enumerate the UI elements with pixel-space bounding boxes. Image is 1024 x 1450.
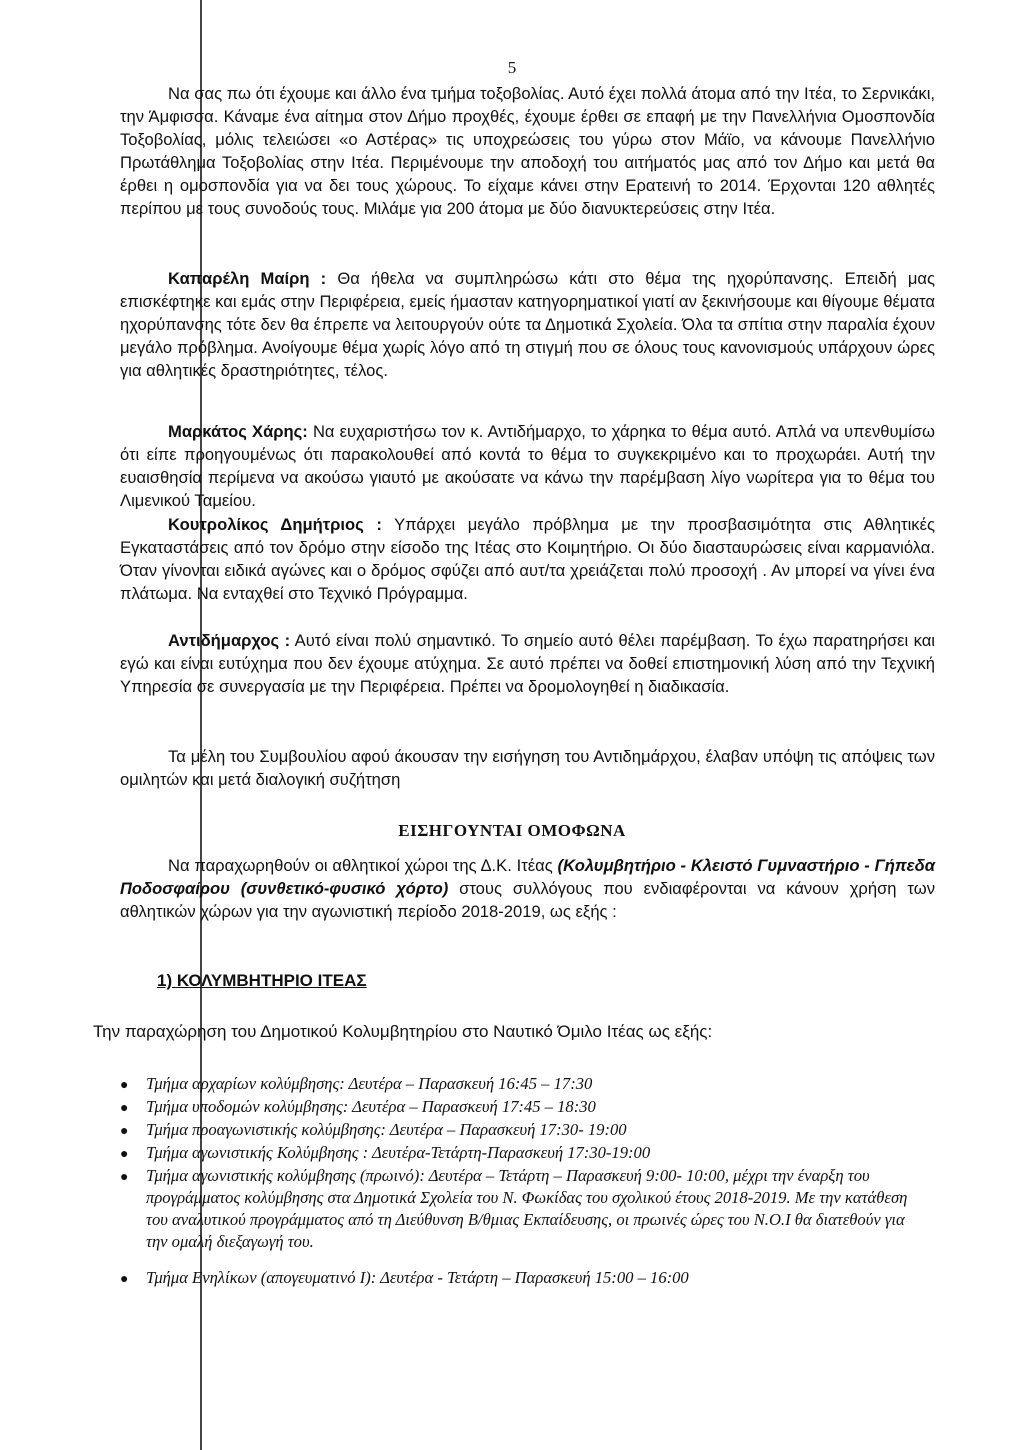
summary-text: Τα μέλη του Συμβουλίου αφού άκουσαν την εισήγηση του Αντιδημάρχου, έλαβαν υπόψη τις απόψεις των ομιλητών και μετά διαλογική συζήτηση [120,747,935,790]
schedule-list [118,1073,928,1290]
speech-paragraph [120,267,935,382]
bullet-icon: ● [120,1145,129,1161]
list-item: ● Τμήμα προαγωνιστικής κολύμβησης: Δευτέρα – Παρασκευή 17:30- 19:00 [120,1120,627,1139]
summary-paragraph [120,745,935,791]
decision-venues: (Κολυμβητήριο - Κλειστό Γυμναστήριο - Γήπεδα Ποδοσφαίρου (συνθετικό-φυσικό χόρτο) [120,856,936,899]
list-item: ● Τμήμα αγωνιστικής Κολύμβησης : Δευτέρα-Τετάρτη-Παρασκευή 17:30-19:00 [120,1143,651,1162]
speaker-name: Κουτρολίκος Δημήτριος : [168,515,382,534]
bullet-icon: ● [120,1076,129,1092]
section-intro: Την παραχώρηση του Δημοτικού Κολυμβητηρίου στο Ναυτικό Όμιλο Ιτέας ως εξής: [93,1022,713,1041]
speaker-name: Αντιδήμαρχος : [168,631,291,650]
speech-paragraph [120,629,935,698]
bullet-icon: ● [120,1099,129,1115]
paragraph-text: Να σας πω ότι έχουμε και άλλο ένα τμήμα τοξοβολίας. Αυτό έχει πολλά άτομα από την Ιτέα, το Σερνικάκι, την Άμφισσα. Κάναμε ένα αίτημα στον Δήμο προχθές, έχουμε έρθει σε επαφή με την Πανελλήνια Ομοσπονδία Τοξοβολίας, μόλις τελειώσει «ο Αστέρας» τις υποχρεώσεις του γύρω στον Μάϊο, να κάνουμε Πανελλήνιο Πρωτάθλημα Τοξοβολίας στην Ιτέα. Περιμένουμε την αποδοχή του αιτήματός μας από τον Δήμο και μετά θα έρθει η ομοσπονδία για να δει τους χώρους. Το είχαμε κάνει στην Ερατεινή το 2014. Έρχονται 120 αθλητές περίπου με τους συνοδούς τους. Μιλάμε για 200 άτομα με δύο διανυκτερεύσεις στην Ιτέα. [120,84,935,219]
list-item: ● Τμήμα υποδομών κολύμβησης: Δευτέρα – Παρασκευή 17:45 – 18:30 [120,1097,596,1116]
decision-text-pre: Να παραχωρηθούν οι αθλητικοί χώροι της Δ.Κ. Ιτέας [168,856,558,875]
paragraph-text: Θα ήθελα να συμπληρώσω κάτι στο θέμα της ηχορύπανσης. Επειδή μας επισκέφτηκε και εμάς στην Περιφέρεια, εμείς ήμασταν κατηγορηματικοί γιατί αν ξεκινήσουμε και θίγουμε θέματα ηχορύπανσης τότε δεν θα έπρεπε να λειτουργούν ούτε τα Δημοτικά Σχολεία. Όλα τα σπίτια στην παραλία έχουν μεγάλο πρόβλημα. Ανοίγουμε θέμα χωρίς λόγο από τη στιγμή που σε όλους τους κανονισμούς υπάρχουν ώρες για αθλητικές δραστηριότητες, τέλος. [120,269,935,381]
speech-paragraph [120,420,935,512]
list-item: ● Τμήμα Ενηλίκων (απογευματινό Ι): Δευτέρα - Τετάρτη – Παρασκευή 15:00 – 16:00 [120,1268,689,1287]
decision-paragraph [120,854,935,923]
speech-paragraph [120,513,935,605]
speaker-name: Καπαρέλη Μαίρη : [168,269,327,288]
decision-text-post: στους συλλόγους που ενδιαφέρονται να κάνουν χρήση των αθλητικών χώρων για την αγωνιστική περίοδο 2018-2019, ως εξής : [120,879,935,922]
page-number: 5 [507,58,517,77]
paragraph-text: Αυτό είναι πολύ σημαντικό. Το σημείο αυτό θέλει παρέμβαση. Το έχω παρατηρήσει και εγώ και είναι ευτύχημα που δεν έχουμε ατύχημα. Σε αυτό πρέπει να δοθεί επιστημονική λύση από την Τεχνική Υπηρεσία σε συνεργασία με την Περιφέρεια. Πρέπει να δρομολογηθεί η διαδικασία. [120,631,935,697]
bullet-icon: ● [120,1168,129,1184]
speech-paragraph [120,82,935,221]
list-item: ● Τμήμα αγωνιστικής κολύμβησης (πρωινό): Δευτέρα – Τετάρτη – Παρασκευή 9:00- 10:00, μέχρι την έναρξη του προγράμματος κολύμβησης στα Δημοτικά Σχολεία του Ν. Φωκίδας του σχολικού έτους 2018-2019. Με την κατάθεση του αναλυτικού προγράμματος από τη Διεύθυνση Β/θμιας Εκπαίδευσης, οι πρωινές ώρες του Ν.Ο.Ι θα διατεθούν για την ομαλή διεξαγωγή του. [120,1166,908,1251]
section-title: 1) ΚΟΛΥΜΒΗΤΗΡΙΟ ΙΤΕΑΣ [157,971,367,990]
paragraph-text: Υπάρχει μεγάλο πρόβλημα με την προσβασιμότητα στις Αθλητικές Εγκαταστάσεις από τον δρόμο στην είσοδο της Ιτέας στο Κοιμητήριο. Οι δύο διασταυρώσεις είναι καρμανιόλα. Όταν γίνονται ειδικά αγώνες και ο δρόμος σφύζει από αυτ/τα χρειάζεται πολύ προσοχή . Αν μπορεί να γίνει ένα πλάτωμα. Να ενταχθεί στο Τεχνικό Πρόγραμμα. [120,515,935,604]
decision-heading: ΕΙΣΗΓΟΥΝΤΑΙ ΟΜΟΦΩΝΑ [398,821,626,840]
bullet-icon: ● [120,1122,129,1138]
bullet-icon: ● [120,1270,129,1286]
speaker-name: Μαρκάτος Χάρης: [168,422,308,441]
list-item: ● Τμήμα αρχαρίων κολύμβησης: Δευτέρα – Παρασκευή 16:45 – 17:30 [120,1074,593,1093]
paragraph-text: Να ευχαριστήσω τον κ. Αντιδήμαρχο, το χάρηκα το θέμα αυτό. Απλά να υπενθυμίσω ότι είπε προηγουμένως ότι παρακολουθεί από κοντά το θέμα το συγκεκριμένο και το προχωράει. Αυτή την ευαισθησία περίμενα να ακούσω γιαυτό με ακούσατε να κάνω την παρέμβαση λίγο νωρίτερα για το θέμα του Λιμενικού Ταμείου. [120,422,935,511]
